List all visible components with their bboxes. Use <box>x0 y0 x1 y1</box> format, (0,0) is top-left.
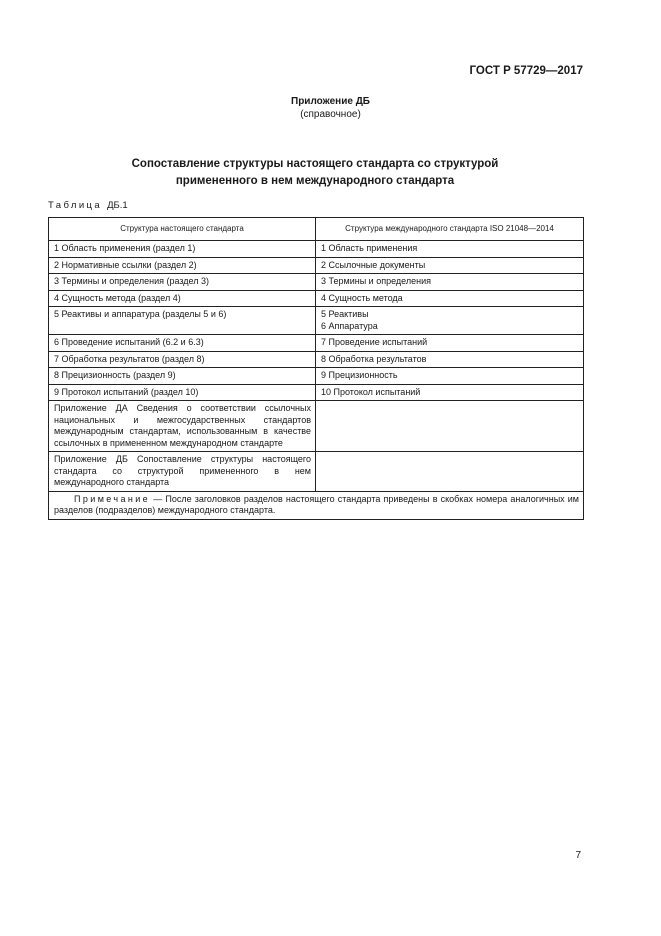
appendix-kind: (справочное) <box>300 109 361 120</box>
table-cell-international <box>316 274 584 291</box>
table-row <box>49 290 584 307</box>
table-cell-national: 3 Термины и определения (раздел 3) <box>49 274 316 291</box>
table-cell-line: 8 Обработка результатов <box>321 353 427 364</box>
note-label: Примечание <box>74 493 151 504</box>
table-row <box>49 335 584 352</box>
table-cell-empty <box>316 452 584 492</box>
table-cell-international <box>316 384 584 401</box>
table-cell-appendix-db: Приложение ДБ Сопоставление структуры настоящего стандарта со структурой примененного в нем международного стандарта <box>49 452 316 492</box>
table-label-number: ДБ.1 <box>107 200 128 211</box>
table-cell-national: 9 Протокол испытаний (раздел 10) <box>49 384 316 401</box>
table-cell-line: 4 Сущность метода <box>321 292 403 303</box>
table-cell-international <box>316 241 584 258</box>
table-cell-national: 5 Реактивы и аппаратура (разделы 5 и 6) <box>49 307 316 335</box>
table-cell-line: 2 Ссылочные документы <box>321 259 426 270</box>
table-cell-line: 9 Прецизионность <box>321 370 398 380</box>
page-title-line-2: примененного в нем международного стандарта <box>175 175 455 187</box>
table-cell-international <box>316 368 584 385</box>
table-header-row <box>49 218 584 241</box>
table-cell-line: 10 Протокол испытаний <box>321 386 421 397</box>
table-row <box>49 257 584 274</box>
table-cell-international <box>316 307 584 335</box>
table-cell-national: 8 Прецизионность (раздел 9) <box>49 368 316 385</box>
table-cell-empty <box>316 401 584 452</box>
appendix-name: Приложение ДБ <box>291 96 370 107</box>
table-row <box>49 384 584 401</box>
table-row <box>49 307 584 335</box>
table-body <box>49 241 584 401</box>
structure-comparison-table <box>48 217 584 520</box>
table-label-word: Таблица <box>48 200 103 211</box>
page-title-line-1: Сопоставление структуры настоящего стандарта со структурой <box>131 158 499 170</box>
document-code: ГОСТ Р 57729—2017 <box>469 65 583 77</box>
table-note-row <box>49 491 584 519</box>
table-row <box>49 368 584 385</box>
table-row <box>49 241 584 258</box>
table-cell-line: 7 Проведение испытаний <box>321 337 428 347</box>
column-header-national: Структура настоящего стандарта <box>49 218 316 241</box>
page-number: 7 <box>575 850 581 861</box>
table-cell-national: 1 Область применения (раздел 1) <box>49 241 316 258</box>
table-cell-national: 2 Нормативные ссылки (раздел 2) <box>49 257 316 274</box>
note-text: — После заголовков разделов настоящего стандарта приведены в скобках номера аналогичных им разделов (подразделов) международного стандарта. <box>54 493 579 515</box>
table-cell-national: 6 Проведение испытаний (6.2 и 6.3) <box>49 335 316 352</box>
table-cell-line: 6 Аппаратура <box>321 320 378 331</box>
table-cell-national: 7 Обработка результатов (раздел 8) <box>49 351 316 368</box>
table-cell-line: 1 Область применения <box>321 243 418 253</box>
table-cell-national: 4 Сущность метода (раздел 4) <box>49 290 316 307</box>
table-cell-international <box>316 335 584 352</box>
table-cell-international <box>316 257 584 274</box>
table-row <box>49 274 584 291</box>
table-row-appendix-da <box>49 401 584 452</box>
table-row <box>49 351 584 368</box>
table-cell-international <box>316 290 584 307</box>
appendix-heading <box>0 95 661 121</box>
column-header-international: Структура международного стандарта ISO 21048—2014 <box>316 218 584 241</box>
page-title <box>0 156 630 190</box>
table-cell-appendix-da: Приложение ДА Сведения о соответствии ссылочных национальных и межгосударственных стандартов международным стандартам, использованным в качестве ссылочных в примененном международном стандарте <box>49 401 316 452</box>
table-cell-line: 3 Термины и определения <box>321 276 431 286</box>
table-cell-line: 5 Реактивы <box>321 309 369 319</box>
table-note <box>49 491 584 519</box>
table-row-appendix-db <box>49 452 584 492</box>
table-cell-international <box>316 351 584 368</box>
table-label <box>48 200 128 211</box>
